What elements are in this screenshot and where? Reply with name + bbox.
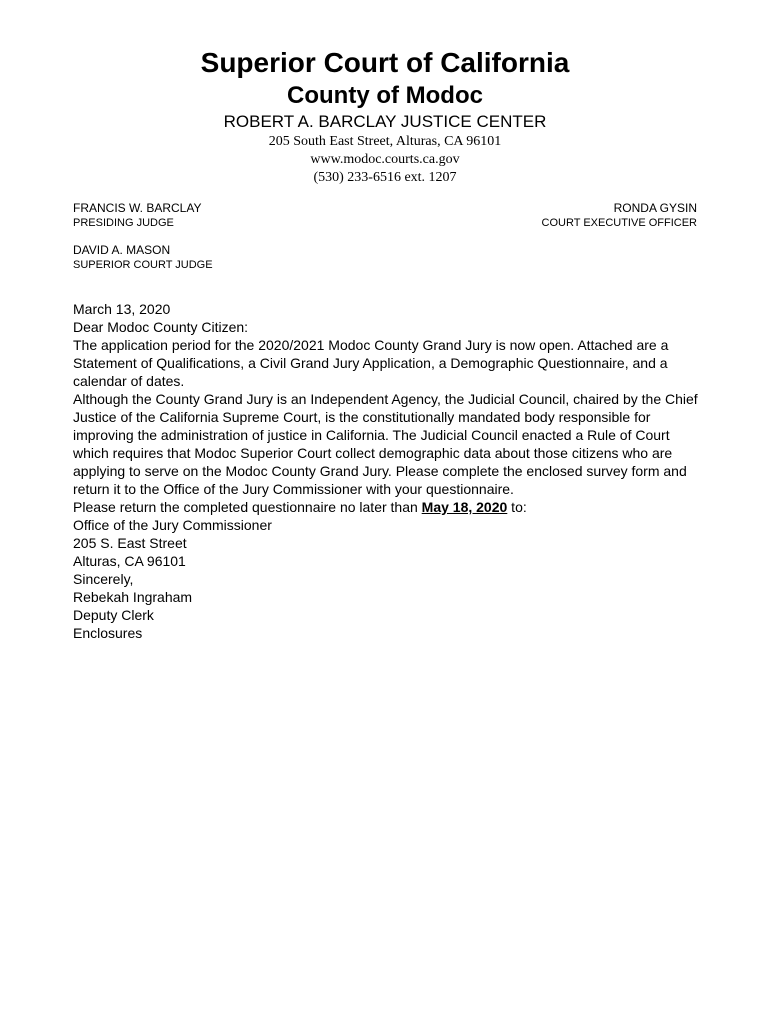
court-phone: (530) 233-6516 ext. 1207 — [313, 170, 457, 185]
return-address-line: Office of the Jury Commissioner — [73, 517, 272, 533]
official-title: SUPERIOR COURT JUDGE — [73, 259, 213, 271]
enclosures-note: Enclosures — [73, 625, 143, 641]
return-instruction-prefix: Please return the completed questionnaire no later than — [73, 499, 422, 515]
official-court-executive-officer — [377, 200, 697, 230]
signer-title: Deputy Clerk — [73, 607, 154, 623]
county-name: County of Modoc — [287, 82, 483, 109]
letter-date: March 13, 2020 — [73, 301, 171, 317]
letter-paragraph-1: The application period for the 2020/2021 Modoc County Grand Jury is now open. Attached are a Statement of Qualifications, a Civil Grand Jury Application, a Demographic Questionnaire, and a calendar of dates. — [73, 337, 669, 389]
official-name: DAVID A. MASON — [73, 243, 171, 257]
official-title: COURT EXECUTIVE OFFICER — [541, 217, 697, 229]
official-superior-court-judge — [73, 242, 393, 272]
return-instruction — [73, 498, 703, 516]
letterhead — [0, 46, 770, 187]
letter-greeting: Dear Modoc County Citizen: — [73, 319, 249, 335]
return-instruction-suffix: to: — [507, 499, 527, 515]
letter-closing: Sincerely, — [73, 571, 134, 587]
officials-right — [377, 200, 697, 230]
signature-block — [73, 588, 703, 624]
official-title: PRESIDING JUDGE — [73, 217, 174, 229]
return-address-line: 205 S. East Street — [73, 535, 187, 551]
letter-body — [73, 300, 703, 642]
return-address-line: Alturas, CA 96101 — [73, 553, 186, 569]
court-website: www.modoc.courts.ca.gov — [310, 152, 460, 167]
official-name: FRANCIS W. BARCLAY — [73, 201, 202, 215]
official-presiding-judge — [73, 200, 393, 230]
return-address — [73, 516, 703, 570]
signer-name: Rebekah Ingraham — [73, 589, 193, 605]
court-address: 205 South East Street, Alturas, CA 96101 — [268, 134, 502, 149]
justice-center-name: ROBERT A. BARCLAY JUSTICE CENTER — [223, 112, 547, 131]
officials-left — [73, 200, 393, 272]
official-name: RONDA GYSIN — [613, 201, 697, 215]
letter-paragraph-2: Although the County Grand Jury is an Independent Agency, the Judicial Council, chaired by the Chief Justice of the California Supreme Court, is the constitutionally mandated body responsible for improving the administration of justice in California. The Judicial Council enacted a Rule of Court which requires that Modoc Superior Court collect demographic data about those citizens who are applying to serve on the Modoc County Grand Jury. Please complete the enclosed survey form and return it to the Office of the Jury Commissioner with your questionnaire. — [73, 391, 698, 497]
return-deadline: May 18, 2020 — [421, 499, 508, 515]
court-name: Superior Court of California — [200, 47, 570, 78]
